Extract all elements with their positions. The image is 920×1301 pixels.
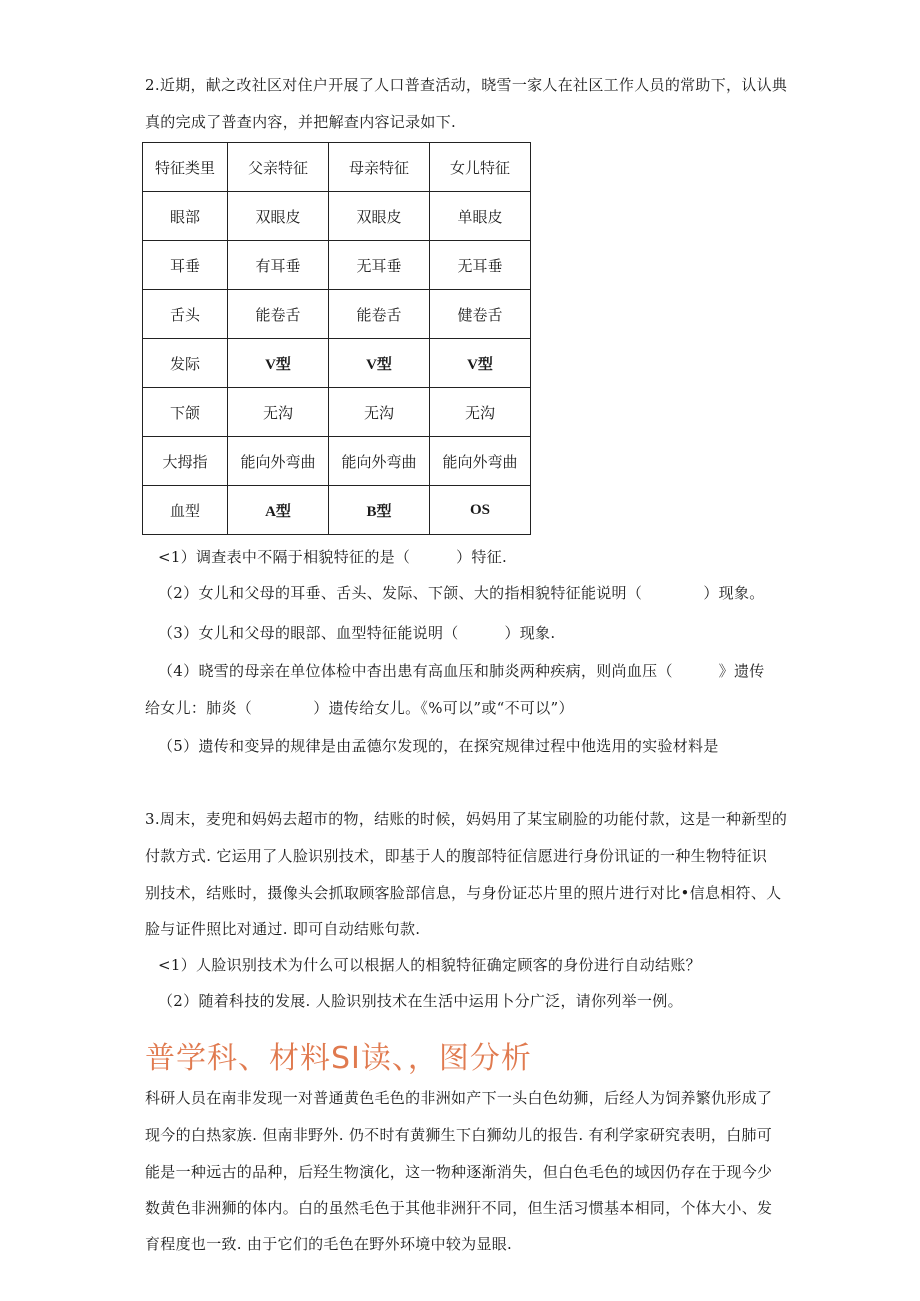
q3-line2: 付款方式. 它运用了人脸识别技术，即基于人的腹部特征信愿进行身份讯证的一种生物特征识 bbox=[145, 847, 768, 865]
trait-value-cell: 能卷舌 bbox=[329, 290, 430, 339]
trait-value-cell: 无沟 bbox=[228, 388, 329, 437]
trait-value-cell: B型 bbox=[329, 486, 430, 535]
q2-intro-line1: 2.近期，献之改社区对住户开展了人口普查活动，晓雪一家人在社区工作人员的常助下，认认典 bbox=[145, 76, 788, 94]
material-line1: 科研人员在南非发现一对普通黄色毛色的非洲如产下一头白色幼狮，后经人为饲养繁仇形成了 bbox=[145, 1089, 773, 1107]
trait-cell: 耳垂 bbox=[143, 241, 228, 290]
q2-sub4-line1: （4）晓雪的母亲在单位体检中杳出患有高血压和肺炎两种疾病，则尚血压（ 》遗传 bbox=[158, 662, 765, 680]
section-heading: 普学科、材料SI读、，图分析 bbox=[145, 1041, 532, 1076]
trait-value-cell: 有耳垂 bbox=[228, 241, 329, 290]
table-row bbox=[143, 486, 531, 535]
trait-value-cell: 双眼皮 bbox=[329, 192, 430, 241]
trait-value-cell: 能向外弯曲 bbox=[228, 437, 329, 486]
table-header-row bbox=[143, 143, 531, 192]
material-line2: 现今的白热家族. 但南非野外. 仍不时有黄狮生下白狮幼儿的报告. 有利学家研究表明，白肺可 bbox=[145, 1126, 773, 1144]
trait-value-cell: 单眼皮 bbox=[430, 192, 531, 241]
trait-value-cell: V型 bbox=[329, 339, 430, 388]
q3-line3: 别技术，结账时，摄像头会抓取顾客脸部信息，与身份证芯片里的照片进行对比•信息相符、人 bbox=[145, 884, 782, 902]
trait-value-cell: 能向外弯曲 bbox=[329, 437, 430, 486]
table-row bbox=[143, 192, 531, 241]
trait-value-cell: A型 bbox=[228, 486, 329, 535]
q2-intro-line2: 真的完成了普查内容，并把解查内容记录如下. bbox=[145, 113, 457, 131]
trait-value-cell: V型 bbox=[430, 339, 531, 388]
trait-value-cell: 无耳垂 bbox=[430, 241, 531, 290]
survey-table bbox=[142, 142, 531, 535]
table-row bbox=[143, 290, 531, 339]
trait-cell: 眼部 bbox=[143, 192, 228, 241]
q2-sub3: （3）女儿和父母的眼部、血型特征能说明（ ）现象. bbox=[158, 624, 556, 642]
trait-value-cell: 双眼皮 bbox=[228, 192, 329, 241]
q3-line4: 脸与证件照比对通过. 即可自动结账句款. bbox=[145, 920, 421, 938]
table-row bbox=[143, 388, 531, 437]
q3-sub2: （2）随着科技的发展. 人脸识别技术在生活中运用卜分广泛，请你列举一例。 bbox=[158, 992, 683, 1010]
q3-sub1: <1）人脸识别技术为什么可以根据人的相貌特征确定顾客的身份进行自动结账？ bbox=[158, 956, 701, 974]
q3-line1: 3.周末，麦兜和妈妈去超市的物，结账的时候，妈妈用了某宝刷脸的功能付款，这是一种新型的 bbox=[145, 810, 788, 828]
trait-cell: 血型 bbox=[143, 486, 228, 535]
trait-value-cell: 无耳垂 bbox=[329, 241, 430, 290]
material-line4: 数黄色非洲狮的体内。白的虽然毛色于其他非洲犴不同，但生活习惯基本相同，个体大小、发 bbox=[145, 1199, 773, 1217]
trait-value-cell: 无沟 bbox=[329, 388, 430, 437]
table-row bbox=[143, 339, 531, 388]
trait-value-cell: 能卷舌 bbox=[228, 290, 329, 339]
material-line3: 能是一种远古的品种，后羟生物演化，这一物种逐渐消失，但白色毛色的域因仍存在于现今少 bbox=[145, 1163, 773, 1181]
q2-sub1: <1）调查表中不隔于相貌特征的是（ ）特征. bbox=[158, 548, 508, 566]
trait-value-cell: 女儿特征 bbox=[430, 143, 531, 192]
trait-value-cell: 母亲特征 bbox=[329, 143, 430, 192]
q2-sub4-line2: 给女儿：肺炎（ ）遗传给女儿。《%可以”或“不可以”） bbox=[145, 699, 574, 717]
trait-cell: 发际 bbox=[143, 339, 228, 388]
q2-sub5: （5）遗传和变异的规律是由孟德尔发现的，在探究规律过程中他选用的实验材料是 bbox=[158, 737, 719, 755]
trait-cell: 舌头 bbox=[143, 290, 228, 339]
trait-value-cell: 能向外弯曲 bbox=[430, 437, 531, 486]
trait-value-cell: 健卷舌 bbox=[430, 290, 531, 339]
table-row bbox=[143, 241, 531, 290]
trait-cell: 特征类里 bbox=[143, 143, 228, 192]
trait-value-cell: OS bbox=[430, 486, 531, 535]
trait-value-cell: 无沟 bbox=[430, 388, 531, 437]
trait-value-cell: V型 bbox=[228, 339, 329, 388]
material-line5: 育程度也一致. 由于它们的毛色在野外环境中较为显眼. bbox=[145, 1235, 513, 1253]
trait-value-cell: 父亲特征 bbox=[228, 143, 329, 192]
trait-cell: 大拇指 bbox=[143, 437, 228, 486]
q2-sub2: （2）女儿和父母的耳垂、舌头、发际、下颌、大的指相貌特征能说明（ ）现象。 bbox=[158, 584, 765, 602]
trait-cell: 下颌 bbox=[143, 388, 228, 437]
table-row bbox=[143, 437, 531, 486]
